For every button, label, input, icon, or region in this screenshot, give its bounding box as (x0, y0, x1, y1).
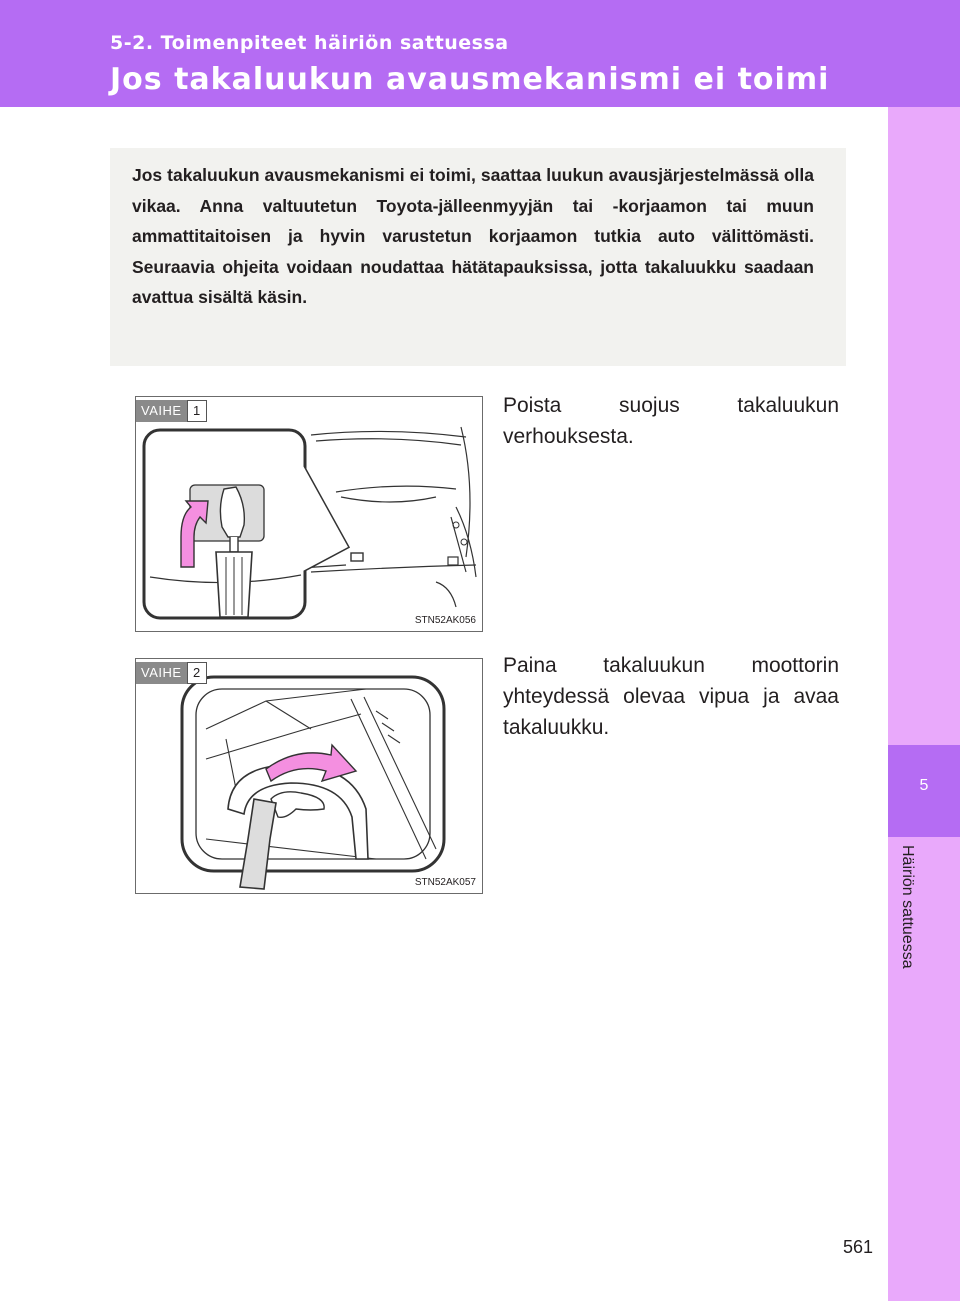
chapter-label: Häiriön sattuessa (899, 845, 916, 969)
chapter-tab (888, 745, 960, 837)
page-number: 561 (843, 1237, 874, 1257)
step2-figure (135, 658, 483, 894)
step2-illustration (136, 659, 482, 893)
chapter-number: 5 (919, 777, 929, 794)
step-badge-number: 2 (187, 662, 207, 684)
step1-figure (135, 396, 483, 632)
step1-text: Poista suojus takaluukun verhouksesta. (503, 394, 839, 448)
figure-code: STN52AK056 (414, 615, 476, 626)
step-badge-label: VAIHE (136, 400, 187, 422)
section-heading: 5-2. Toimenpiteet häiriön sattuessa (110, 32, 509, 54)
step-badge (136, 400, 207, 422)
intro-box (110, 148, 846, 366)
step2-text: Paina takaluukun moottorin yhteydessä olevaa vipua ja avaa takaluukku. (503, 654, 839, 739)
figure-code: STN52AK057 (414, 877, 476, 888)
step-badge-label: VAIHE (136, 662, 187, 684)
page-header (0, 0, 960, 107)
intro-text: Jos takaluukun avausmekanismi ei toimi, saattaa luukun avausjärjestelmässä olla vikaa. Anna valtuutetun Toyota-jälleenmyyjän tai -korjaamon tai muun ammattitaitoisen ja hyvin varustetun korjaamon tutkia auto välittömästi. Seuraavia ohjeita voidaan noudattaa hätätapauksissa, jotta takaluukku saadaan avattua sisältä käsin. (132, 165, 814, 307)
page-title: Jos takaluukun avausmekanismi ei toimi (110, 62, 830, 97)
side-strip (888, 107, 960, 1301)
step-badge-number: 1 (187, 400, 207, 422)
step1-illustration (136, 397, 482, 631)
step-badge (136, 662, 207, 684)
